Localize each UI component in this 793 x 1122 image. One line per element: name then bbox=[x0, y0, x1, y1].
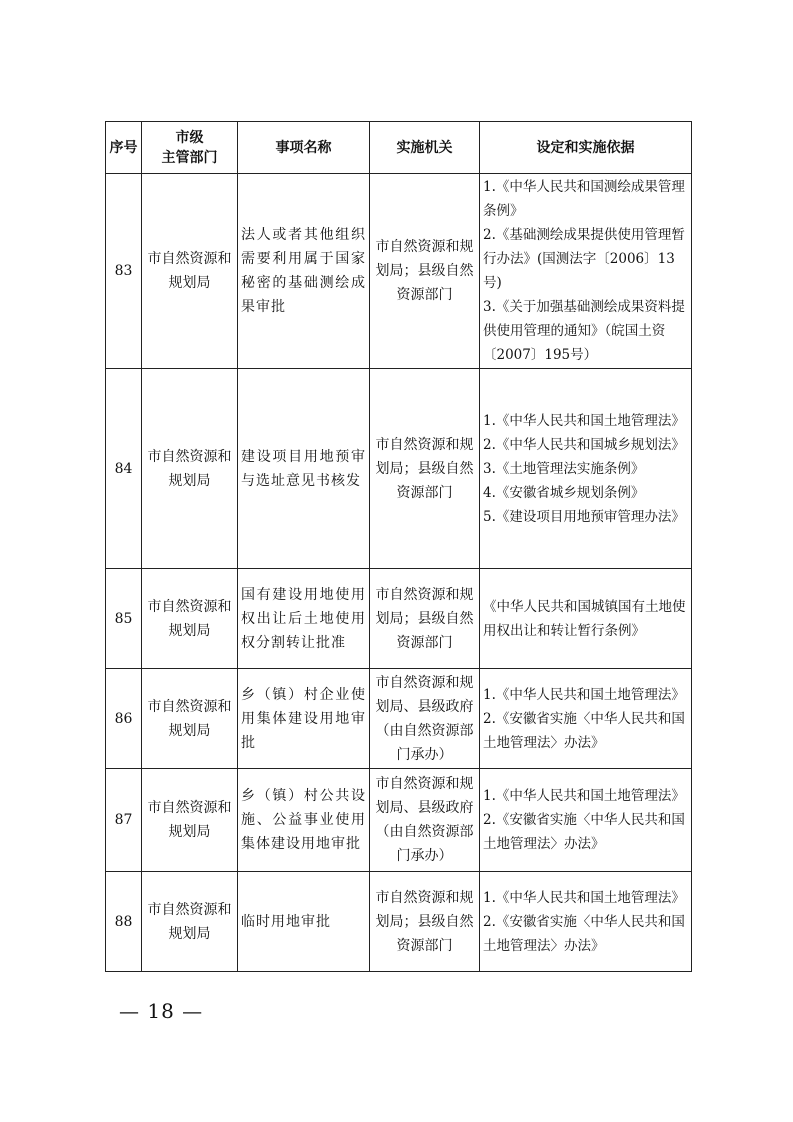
basis-line: 3.《土地管理法实施条例》 bbox=[483, 460, 645, 477]
row-seq: 88 bbox=[106, 872, 142, 972]
basis-line: 1.《中华人民共和国土地管理法》 bbox=[483, 788, 685, 804]
row-org: 市自然资源和规划局、县级政府（由自然资源部门承办） bbox=[370, 669, 480, 769]
basis-line: 2.《安徽省实施〈中华人民共和国土地管理法〉办法》 bbox=[483, 710, 685, 751]
row-item-name: 建设项目用地预审与选址意见书核发 bbox=[238, 369, 370, 569]
basis-line: 2.《安徽省实施〈中华人民共和国土地管理法〉办法》 bbox=[483, 812, 685, 852]
basis-line: 1.《中华人民共和国土地管理法》 bbox=[483, 412, 685, 429]
header-seq: 序号 bbox=[106, 122, 142, 174]
basis-line: 2.《基础测绘成果提供使用管理暂行办法》(国测法字〔2006〕13号) bbox=[483, 227, 685, 291]
row-item-name: 临时用地审批 bbox=[238, 872, 370, 972]
table-row bbox=[106, 872, 692, 972]
row-dept: 市自然资源和规划局 bbox=[142, 872, 238, 972]
header-basis: 设定和实施依据 bbox=[480, 122, 692, 174]
basis-line: 《中华人民共和国城镇国有土地使用权出让和转让暂行条例》 bbox=[483, 598, 686, 639]
table-row bbox=[106, 174, 692, 369]
row-dept: 市自然资源和规划局 bbox=[142, 569, 238, 669]
row-basis bbox=[480, 669, 692, 769]
basis-line: 3.《关于加强基础测绘成果资料提供使用管理的通知》（皖国土资〔2007〕195号） bbox=[483, 299, 685, 363]
row-dept: 市自然资源和规划局 bbox=[142, 174, 238, 369]
row-org: 市自然资源和规划局；县级自然资源部门 bbox=[370, 369, 480, 569]
row-basis bbox=[480, 872, 692, 972]
approval-items-table bbox=[105, 121, 692, 972]
row-seq: 84 bbox=[106, 369, 142, 569]
row-dept: 市自然资源和规划局 bbox=[142, 369, 238, 569]
row-dept: 市自然资源和规划局 bbox=[142, 669, 238, 769]
row-org: 市自然资源和规划局；县级自然资源部门 bbox=[370, 174, 480, 369]
table-row bbox=[106, 369, 692, 569]
row-org: 市自然资源和规划局；县级自然资源部门 bbox=[370, 872, 480, 972]
row-basis bbox=[480, 369, 692, 569]
basis-line: 4.《安徽省城乡规划条例》 bbox=[483, 484, 645, 501]
row-seq: 85 bbox=[106, 569, 142, 669]
row-org: 市自然资源和规划局；县级自然资源部门 bbox=[370, 569, 480, 669]
row-item-name: 法人或者其他组织需要利用属于国家秘密的基础测绘成果审批 bbox=[238, 174, 370, 369]
basis-line: 2.《中华人民共和国城乡规划法》 bbox=[483, 436, 685, 453]
row-item-name: 乡（镇）村公共设施、公益事业使用集体建设用地审批 bbox=[238, 769, 370, 872]
row-seq: 83 bbox=[106, 174, 142, 369]
row-basis bbox=[480, 174, 692, 369]
row-seq: 86 bbox=[106, 669, 142, 769]
table-row bbox=[106, 669, 692, 769]
basis-line: 1.《中华人民共和国土地管理法》 bbox=[483, 686, 685, 703]
row-org: 市自然资源和规划局、县级政府（由自然资源部门承办） bbox=[370, 769, 480, 872]
table-row bbox=[106, 569, 692, 669]
row-basis bbox=[480, 769, 692, 872]
table-header-row bbox=[106, 122, 692, 174]
row-dept: 市自然资源和规划局 bbox=[142, 769, 238, 872]
row-seq: 87 bbox=[106, 769, 142, 872]
header-dept-line2: 主管部门 bbox=[161, 149, 218, 166]
basis-line: 1.《中华人民共和国测绘成果管理条例》 bbox=[483, 179, 685, 219]
page-number: — 18 — bbox=[119, 999, 204, 1023]
basis-line: 5.《建设项目用地预审管理办法》 bbox=[483, 508, 685, 525]
header-dept-line1: 市级 bbox=[175, 129, 204, 146]
header-dept bbox=[142, 122, 238, 174]
table-row bbox=[106, 769, 692, 872]
row-item-name: 国有建设用地使用权出让后土地使用权分割转让批准 bbox=[238, 569, 370, 669]
row-item-name: 乡（镇）村企业使用集体建设用地审批 bbox=[238, 669, 370, 769]
basis-line: 1.《中华人民共和国土地管理法》 bbox=[483, 889, 685, 906]
header-org: 实施机关 bbox=[370, 122, 480, 174]
basis-line: 2.《安徽省实施〈中华人民共和国土地管理法〉办法》 bbox=[483, 913, 685, 954]
row-basis bbox=[480, 569, 692, 669]
header-item: 事项名称 bbox=[238, 122, 370, 174]
table-body bbox=[106, 174, 692, 972]
